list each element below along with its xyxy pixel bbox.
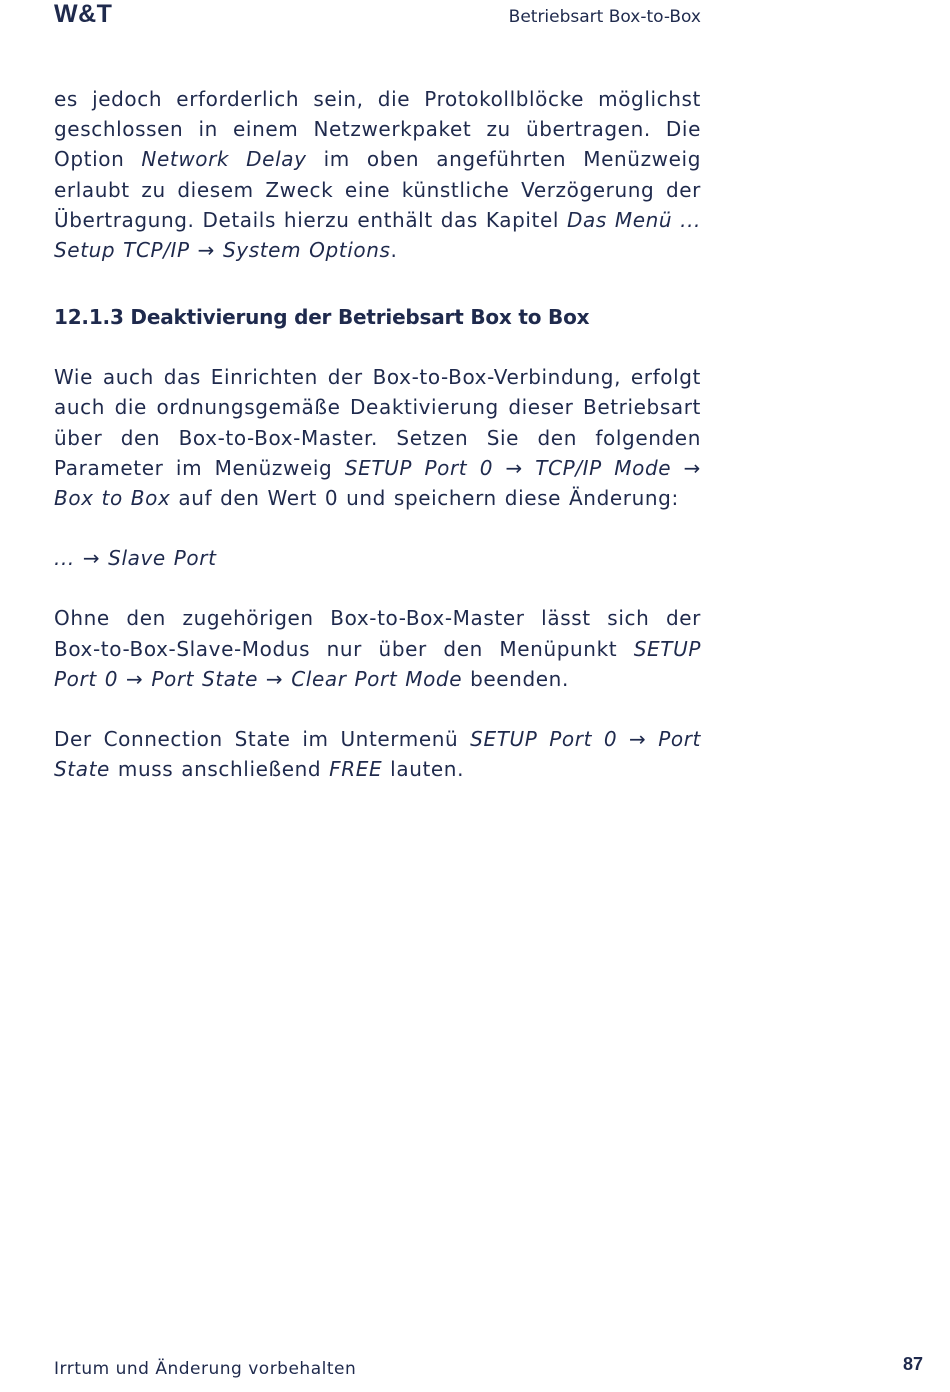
chapter-title: Betriebsart Box-to-Box — [508, 7, 701, 27]
menu-path-box-to-box: SETUP Port 0 → TCP/IP Mode → Box to Box — [54, 455, 701, 511]
menu-path-slave-port: ... → Slave Port — [54, 546, 217, 571]
chapter-reference: Das Menü ... Setup TCP/IP → System Options — [54, 207, 701, 263]
page-number: 87 — [903, 1354, 924, 1374]
menu-path-port-state: SETUP Port 0 → Port State — [54, 727, 701, 782]
page-body — [54, 84, 701, 784]
section-heading: 12.1.3 Deaktivierung der Betriebsart Box to Box — [54, 305, 590, 330]
paragraph-deactivation: Wie auch das Einrichten der Box-to-Box-Verbindung, erfolgt auch die ordnungsgemäße Deaktivierung dieser Betriebsart über den Box-to-Box-Master. Setzen Sie den folgenden Parameter im Menüzweig SETUP Port 0 → TCP/IP Mode → Box to Box auf den Wert 0 und speichern diese Änderung: — [54, 365, 701, 511]
paragraph-connection-state: Der Connection State im Untermenü SETUP Port 0 → Port State muss anschließend FREE lauten. — [54, 727, 701, 782]
menu-option-network-delay: Network Delay — [141, 147, 307, 172]
menu-path-clear-port-mode: SETUP Port 0 → Port State → Clear Port Mode — [54, 636, 701, 691]
paragraph-slave-port — [54, 543, 701, 573]
footer-disclaimer: Irrtum und Änderung vorbehalten — [54, 1359, 357, 1379]
brand-logo: W&T — [54, 0, 113, 28]
paragraph-network-delay: es jedoch erforderlich sein, die Protokollblöcke möglichst geschlossen in einem Netzwerkpaket zu übertragen. Die Option Network Delay im oben angeführten Menüzweig erlaubt zu diesem Zweck eine künstliche Verzögerung der Übertragung. Details hierzu enthält das Kapitel Das Menü ... Setup TCP/IP → System Options. — [54, 87, 701, 263]
paragraph-slave-mode: Ohne den zugehörigen Box-to-Box-Master lässt sich der Box-to-Box-Slave-Modus nur über den Menüpunkt SETUP Port 0 → Port State → Clear Port Mode beenden. — [54, 606, 701, 691]
state-value-free: FREE — [329, 757, 383, 782]
